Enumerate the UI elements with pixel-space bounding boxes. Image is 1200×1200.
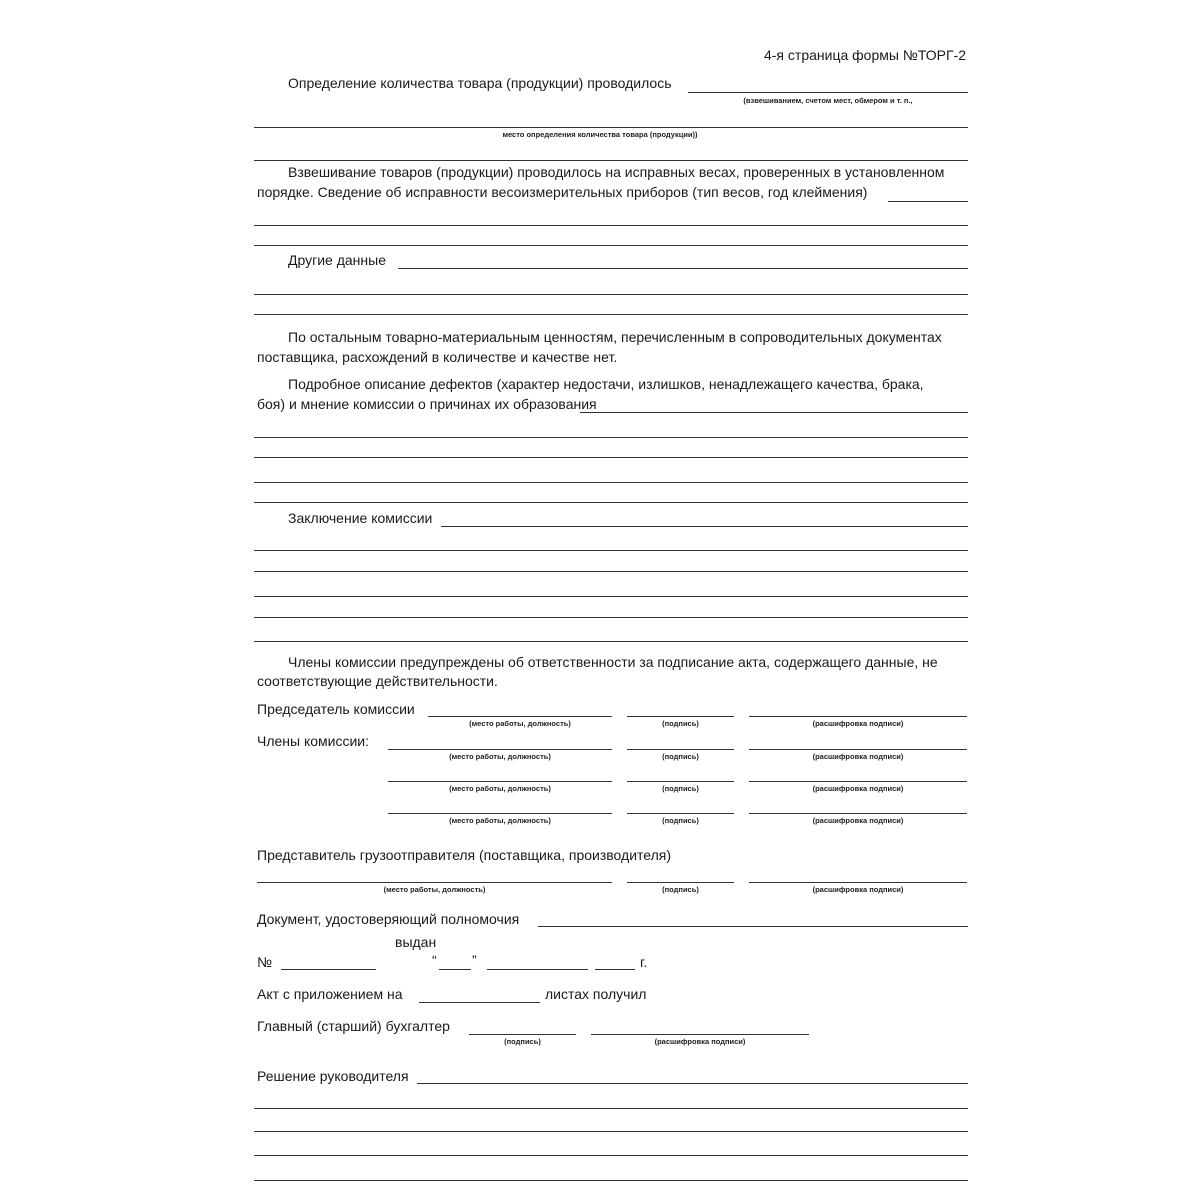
shipper-signature-hint: (подпись) — [662, 885, 699, 894]
quantity-place-line[interactable] — [254, 127, 968, 128]
chairman-label: Председатель комиссии — [257, 701, 415, 717]
quantity-method-hint: (взвешиванием, счетом мест, обмером и т. п., — [743, 96, 913, 105]
form-page-label: 4-я страница формы №ТОРГ-2 — [763, 47, 966, 63]
warning-text-line1: Члены комиссии предупреждены об ответственности за подписание акта, содержащего данные, не — [288, 654, 938, 670]
member3-signature-line[interactable] — [627, 813, 734, 814]
member1-signature-hint: (подпись) — [662, 752, 699, 761]
warning-text-line2: соответствующие действительности. — [257, 673, 498, 689]
quantity-text: Определение количества товара (продукции) проводилось — [288, 75, 672, 91]
accountant-decoding-hint: (расшифровка подписи) — [654, 1037, 746, 1046]
conclusion-line-4[interactable] — [254, 596, 968, 597]
conclusion-line-3[interactable] — [254, 571, 968, 572]
member2-signature-line[interactable] — [627, 781, 734, 782]
decision-line-2[interactable] — [254, 1108, 968, 1109]
document-number-label: № — [257, 954, 273, 970]
chairman-workplace-line[interactable] — [428, 716, 612, 717]
document-line[interactable] — [538, 926, 968, 927]
defects-line-5[interactable] — [254, 502, 968, 503]
document-issued-label: выдан — [395, 934, 437, 950]
weighing-info-line[interactable] — [888, 201, 968, 202]
date-year-suffix: г. — [640, 954, 648, 970]
document-number-line[interactable] — [281, 969, 376, 970]
other-data-line-1[interactable] — [398, 268, 968, 269]
accountant-signature-line[interactable] — [469, 1034, 576, 1035]
member3-signature-hint: (подпись) — [662, 816, 699, 825]
act-label-before: Акт с приложением на — [257, 986, 403, 1002]
other-data-line-2[interactable] — [254, 294, 968, 295]
decision-line-5[interactable] — [254, 1180, 968, 1181]
shipper-decoding-hint: (расшифровка подписи) — [812, 885, 904, 894]
weighing-line-3[interactable] — [254, 245, 968, 246]
chairman-decoding-hint: (расшифровка подписи) — [812, 719, 904, 728]
member2-workplace-hint: (место работы, должность) — [449, 784, 551, 793]
member2-decoding-line[interactable] — [749, 781, 967, 782]
member3-workplace-line[interactable] — [388, 813, 612, 814]
shipper-workplace-hint: (место работы, должность) — [383, 885, 486, 894]
rest-text-line1: По остальным товарно-материальным ценностям, перечисленным в сопроводительных документах — [288, 329, 942, 345]
conclusion-label: Заключение комиссии — [288, 510, 433, 526]
weighing-line-2[interactable] — [254, 225, 968, 226]
date-year-line[interactable] — [595, 969, 635, 970]
member1-workplace-line[interactable] — [388, 749, 612, 750]
chairman-decoding-line[interactable] — [749, 716, 967, 717]
shipper-signature-line[interactable] — [627, 882, 734, 883]
decision-line-3[interactable] — [254, 1131, 968, 1132]
accountant-signature-hint: (подпись) — [504, 1037, 541, 1046]
decision-label: Решение руководителя — [257, 1068, 409, 1084]
conclusion-line-1[interactable] — [441, 526, 968, 527]
member2-signature-hint: (подпись) — [662, 784, 699, 793]
weighing-text-line1: Взвешивание товаров (продукции) проводилось на исправных весах, проверенных в установленном — [288, 164, 945, 180]
defects-line-3[interactable] — [254, 457, 968, 458]
other-data-line-3[interactable] — [254, 314, 968, 315]
member1-workplace-hint: (место работы, должность) — [449, 752, 551, 761]
shipper-label: Представитель грузоотправителя (поставщика, производителя) — [257, 847, 671, 863]
defects-line-4[interactable] — [254, 482, 968, 483]
accountant-decoding-line[interactable] — [591, 1034, 809, 1035]
document-label: Документ, удостоверяющий полномочия — [257, 911, 520, 927]
conclusion-line-2[interactable] — [254, 550, 968, 551]
date-quote-open: “ — [432, 952, 437, 968]
accountant-label: Главный (старший) бухгалтер — [257, 1018, 450, 1034]
members-label: Члены комиссии: — [257, 733, 370, 749]
other-data-label: Другие данные — [288, 252, 386, 268]
rest-text-line2: поставщика, расхождений в количестве и качестве нет. — [257, 349, 618, 365]
act-sheets-line[interactable] — [419, 1002, 540, 1003]
shipper-decoding-line[interactable] — [749, 882, 967, 883]
chairman-workplace-hint: (место работы, должность) — [469, 719, 571, 728]
quantity-place-hint: место определения количества товара (продукции)) — [502, 130, 698, 139]
defects-line-1[interactable] — [580, 412, 968, 413]
member1-decoding-hint: (расшифровка подписи) — [812, 752, 904, 761]
chairman-signature-hint: (подпись) — [662, 719, 699, 728]
decision-line-4[interactable] — [254, 1155, 968, 1156]
member2-workplace-line[interactable] — [388, 781, 612, 782]
defects-line-2[interactable] — [254, 437, 968, 438]
shipper-workplace-line[interactable] — [257, 882, 612, 883]
member3-workplace-hint: (место работы, должность) — [449, 816, 551, 825]
conclusion-line-5[interactable] — [254, 617, 968, 618]
member3-decoding-line[interactable] — [749, 813, 967, 814]
date-day-line[interactable] — [439, 969, 471, 970]
quantity-extra-line[interactable] — [254, 160, 968, 161]
defects-text-line1: Подробное описание дефектов (характер недостачи, излишков, ненадлежащего качества, брака, — [288, 376, 924, 392]
member3-decoding-hint: (расшифровка подписи) — [812, 816, 904, 825]
member2-decoding-hint: (расшифровка подписи) — [812, 784, 904, 793]
decision-line-1[interactable] — [417, 1083, 968, 1084]
act-label-after: листах получил — [545, 986, 647, 1002]
member1-decoding-line[interactable] — [749, 749, 967, 750]
chairman-signature-line[interactable] — [627, 716, 734, 717]
date-month-line[interactable] — [487, 969, 588, 970]
conclusion-line-6[interactable] — [254, 641, 968, 642]
date-quote-close: ” — [472, 952, 477, 968]
quantity-method-line[interactable] — [688, 92, 968, 93]
defects-text-line2: боя) и мнение комиссии о причинах их образования — [257, 396, 597, 412]
weighing-text-line2: порядке. Сведение об исправности весоизмерительных приборов (тип весов, год клеймения) — [257, 184, 868, 200]
member1-signature-line[interactable] — [627, 749, 734, 750]
